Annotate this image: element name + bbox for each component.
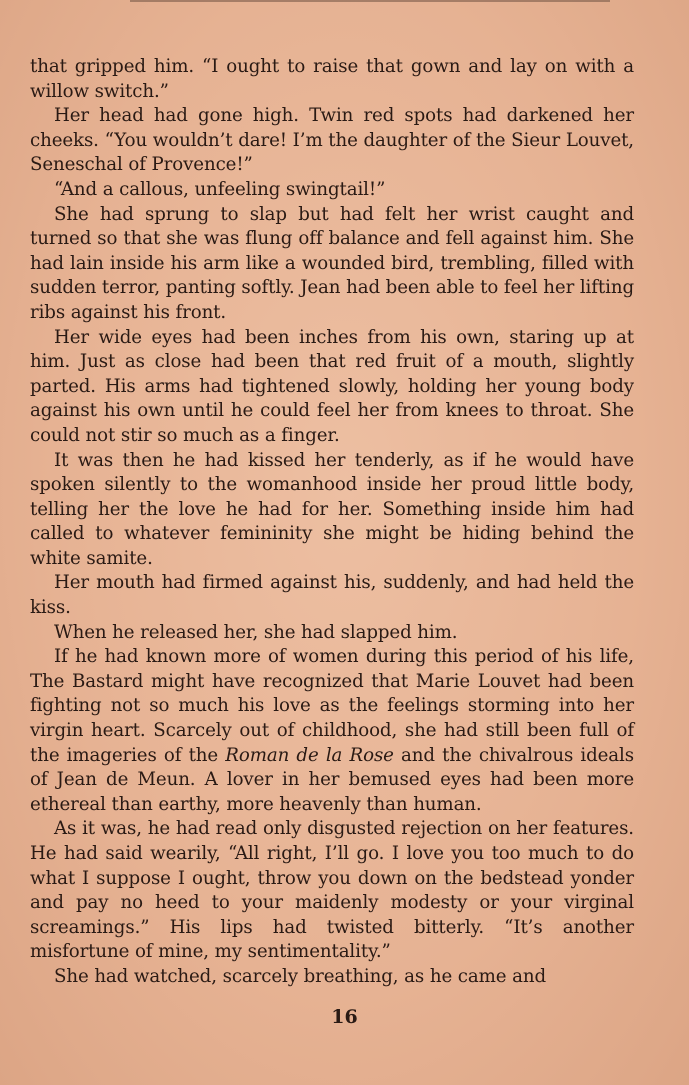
page-top-edge xyxy=(130,0,610,2)
paragraph: “And a callous, unfeeling swingtail!” xyxy=(54,178,386,200)
page-number: 16 xyxy=(331,1006,358,1028)
book-title-italic: Roman de la Rose xyxy=(225,744,394,766)
paragraph: If he had known more of women during this period of his life, The Bastard might have recognized that Marie Louvet had been fighting not so much his love as the feelings storming into her virgin heart. Scarcely out of childhood, she had still been full of the imageries of the Roman de la Rose and the chivalrous ideals of Jean de Meun. A lover in her bemused eyes had been more ethereal than earthy, more heavenly than human. xyxy=(30,646,634,815)
body-text xyxy=(30,55,634,990)
paragraph: that gripped him. “I ought to raise that gown and lay on with a willow switch.” xyxy=(30,56,634,102)
paragraph: It was then he had kissed her tenderly, as if he would have spoken silently to the womanhood inside her proud little body, telling her the love he had for her. Something inside him had called to whatever femininity she might be hiding behind the white samite. xyxy=(30,449,634,569)
paragraph: Her head had gone high. Twin red spots had darkened her cheeks. “You wouldn’t dare! I’m the daughter of the Sieur Louvet, Seneschal of Provence!” xyxy=(30,105,634,176)
paragraph: Her mouth had firmed against his, suddenly, and had held the kiss. xyxy=(30,572,634,619)
paragraph: Her wide eyes had been inches from his own, staring up at him. Just as close had been that red fruit of a mouth, slightly parted. His arms had tightened slowly, holding her young body against his own until he could feel her from knees to throat. She could not stir so much as a finger. xyxy=(30,326,634,446)
paragraph: She had sprung to slap but had felt her wrist caught and turned so that she was flung off balance and fell against him. She had lain inside his arm like a wounded bird, trembling, filled with sudden terror, panting softly. Jean had been able to feel her lifting ribs against his front. xyxy=(30,203,634,323)
paragraph: As it was, he had read only disgusted rejection on her features. He had said wearily, “All right, I’ll go. I love you too much to do what I suppose I ought, throw you down on the bedstead yonder and pay no heed to your maidenly modesty or your virginal screamings.” His lips had twisted bitterly. “It’s another misfortune of mine, my sentimentality.” xyxy=(30,818,634,963)
paragraph: She had watched, scarcely breathing, as he came and xyxy=(54,965,547,987)
paragraph: When he released her, she had slapped him. xyxy=(54,621,458,643)
